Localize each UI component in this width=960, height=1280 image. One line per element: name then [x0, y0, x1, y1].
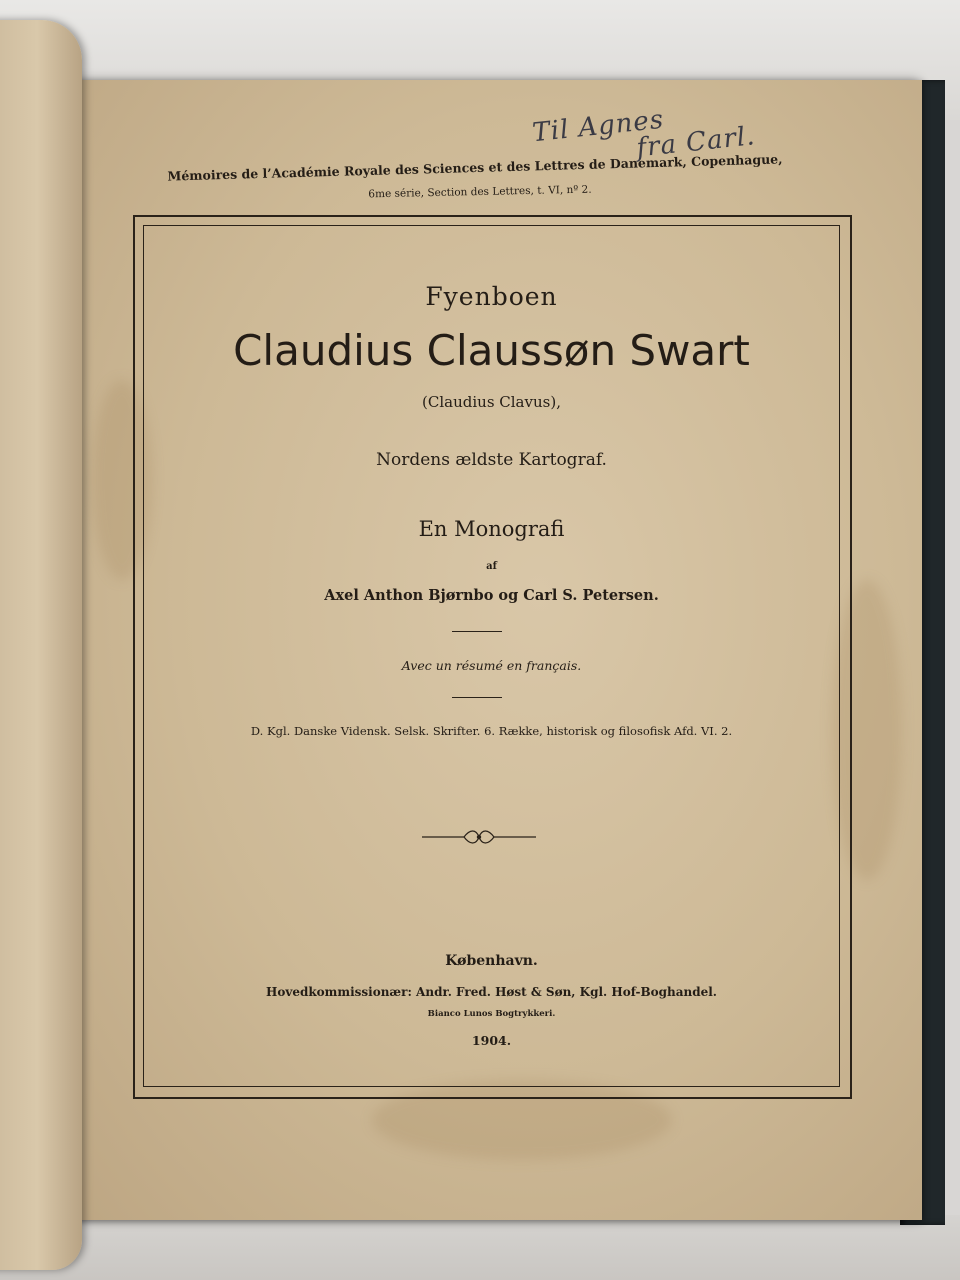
- printer-ornament: [420, 825, 538, 849]
- authors: Axel Anthon Bjørnbo og Carl S. Petersen.: [324, 587, 659, 604]
- imprint-commission: Hovedkommissionær: Andr. Fred. Høst & Søn, Kgl. Hof-Boghandel.: [266, 985, 717, 999]
- imprint-printer: Bianco Lunos Bogtrykkeri.: [427, 1009, 556, 1019]
- inscription-line: fra Carl.: [635, 121, 757, 164]
- imprint-city: København.: [445, 953, 538, 969]
- series-reference: D. Kgl. Danske Vidensk. Selsk. Skrifter. 6. Række, historisk og filosofisk Afd. VI. 2.: [250, 724, 733, 738]
- background-table: [0, 1215, 960, 1280]
- inscription-line: Til Agnes: [530, 104, 666, 149]
- monograph-label: En Monografi: [418, 517, 565, 541]
- resume-note: Avec un résumé en français.: [401, 658, 582, 673]
- facing-page-edge: [0, 20, 82, 1270]
- book-title: Claudius Claussøn Swart: [233, 326, 750, 375]
- by-label: af: [486, 561, 497, 572]
- series-heading: Mémoires de l’Académie Royale des Sciences et des Lettres de Danemark, Copenhague,: [167, 151, 783, 184]
- latin-name: (Claudius Clavus),: [422, 393, 561, 411]
- imprint-year: 1904.: [471, 1033, 512, 1048]
- series-subheading: 6me série, Section des Lettres, t. VI, nº 2.: [368, 183, 592, 201]
- book-subtitle: Nordens ældste Kartograf.: [376, 450, 607, 470]
- title-prefix: Fyenboen: [425, 282, 558, 311]
- divider-rule: [452, 631, 502, 632]
- divider-rule: [452, 697, 502, 698]
